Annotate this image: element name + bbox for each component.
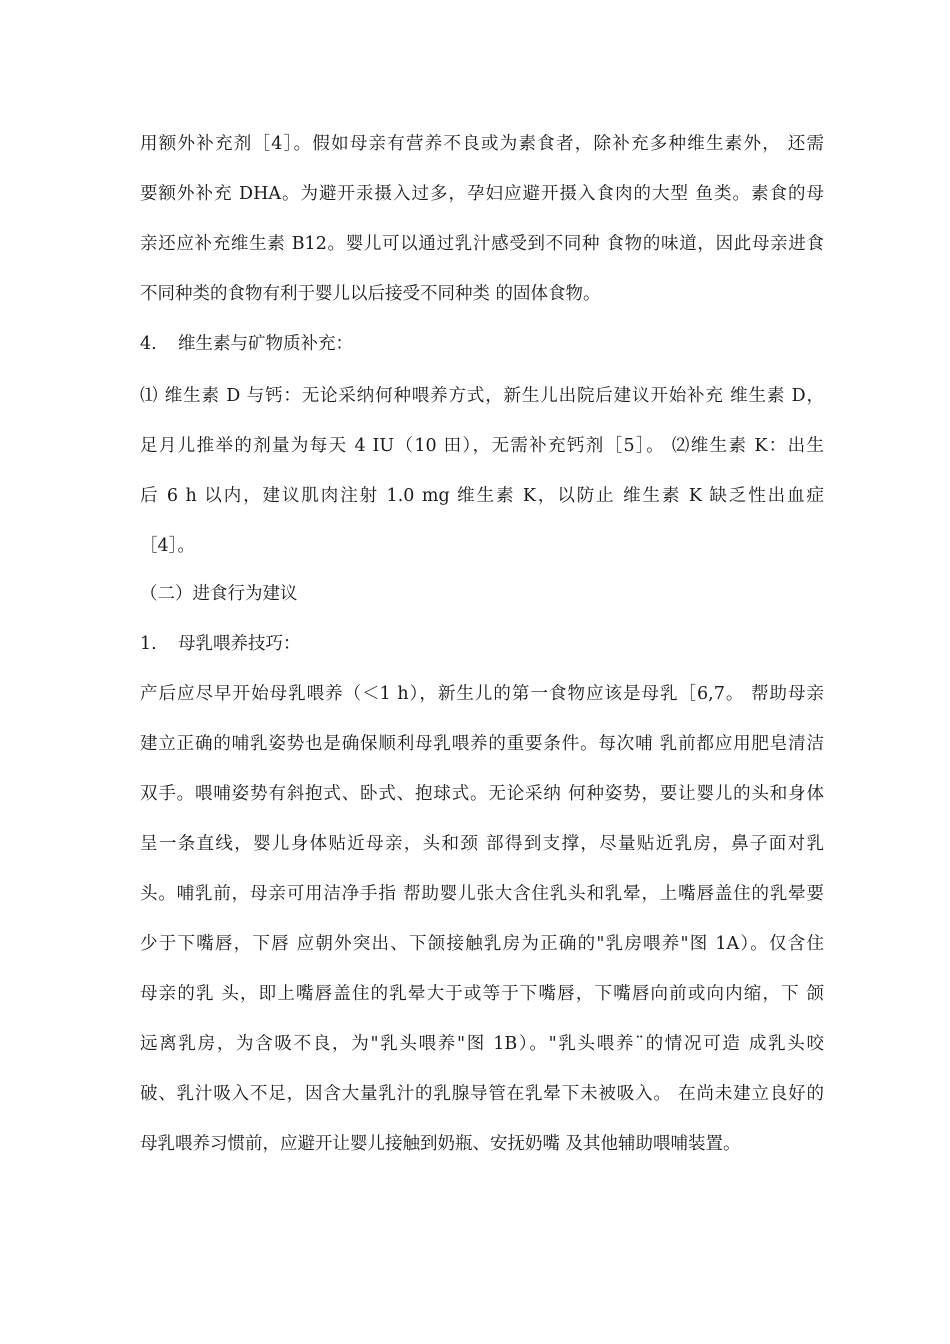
paragraph-line: 破、乳汁吸入不足，因含大量乳汁的乳腺导管在乳晕下未被吸入。 在尚未建立良好的	[140, 1084, 824, 1104]
list-text: 母乳喂养技巧：	[178, 634, 301, 654]
list-item-1	[140, 631, 824, 657]
paragraph-line: 呈一条直线，婴儿身体贴近母亲，头和颈 部得到支撑，尽量贴近乳房，鼻子面对乳	[140, 834, 824, 854]
paragraph-line: 建立正确的哺乳姿势也是确保顺利母乳喂养的重要条件。每次哺 乳前都应用肥皂清洁	[140, 734, 824, 754]
paragraph-line: 用额外补充剂［4］。假如母亲有营养不良或为素食者，除补充多种维生素外， 还需	[140, 134, 824, 154]
paragraph-line: ⑴ 维生素 D 与钙：无论采纳何种喂养方式，新生儿出院后建议开始补充 维生素 D，	[140, 386, 824, 406]
paragraph-line: 双手。喂哺姿势有斜抱式、卧式、抱球式。无论采纳 何种姿势，要让婴儿的头和身体	[140, 784, 824, 804]
paragraph-line: 产后应尽早开始母乳喂养（＜1 h），新生儿的第一食物应该是母乳［6,7。 帮助母亲	[140, 684, 824, 704]
paragraph-line: 亲还应补充维生素 B12。婴儿可以通过乳汁感受到不同种 食物的味道，因此母亲进食	[140, 234, 824, 254]
paragraph-line: 远离乳房，为含吸不良，为"乳头喂养"图 1B）。"乳头喂养¨的情况可造 成乳头咬	[140, 1034, 824, 1054]
paragraph-line: 母乳喂养习惯前，应避开让婴儿接触到奶瓶、安抚奶嘴 及其他辅助喂哺装置。	[140, 1134, 741, 1154]
list-item-4	[140, 331, 824, 357]
paragraph-line: ［4］。	[140, 536, 195, 556]
list-number: 1.	[140, 634, 157, 654]
paragraph-line: 足月儿推举的剂量为每天 4 IU（10 田），无需补充钙剂［5］。 ⑵维生素 K：出生	[140, 436, 824, 456]
list-number: 4.	[140, 334, 157, 354]
paragraph-line: 头。哺乳前，母亲可用洁净手指 帮助婴儿张大含住乳头和乳晕，上嘴唇盖住的乳晕要	[140, 884, 824, 904]
paragraph-line: 不同种类的食物有利于婴儿以后接受不同种类 的固体食物。	[140, 284, 601, 304]
paragraph-line: 母亲的乳 头，即上嘴唇盖住的乳晕大于或等于下嘴唇，下嘴唇向前或向内缩，下 颌	[140, 984, 824, 1004]
paragraph-line: 少于下嘴唇，下唇 应朝外突出、下颌接触乳房为正确的"乳房喂养"图 1A）。仅含住	[140, 934, 824, 954]
list-text: 维生素与矿物质补充：	[178, 334, 353, 354]
paragraph-line: 后 6 h 以内，建议肌肉注射 1.0 mg 维生素 K，以防止 维生素 K 缺乏性出血症	[140, 486, 824, 506]
paragraph-line: 要额外补充 DHA。为避开汞摄入过多，孕妇应避开摄入食肉的大型 鱼类。素食的母	[140, 184, 824, 204]
section-heading: （二）进食行为建议	[140, 584, 298, 604]
